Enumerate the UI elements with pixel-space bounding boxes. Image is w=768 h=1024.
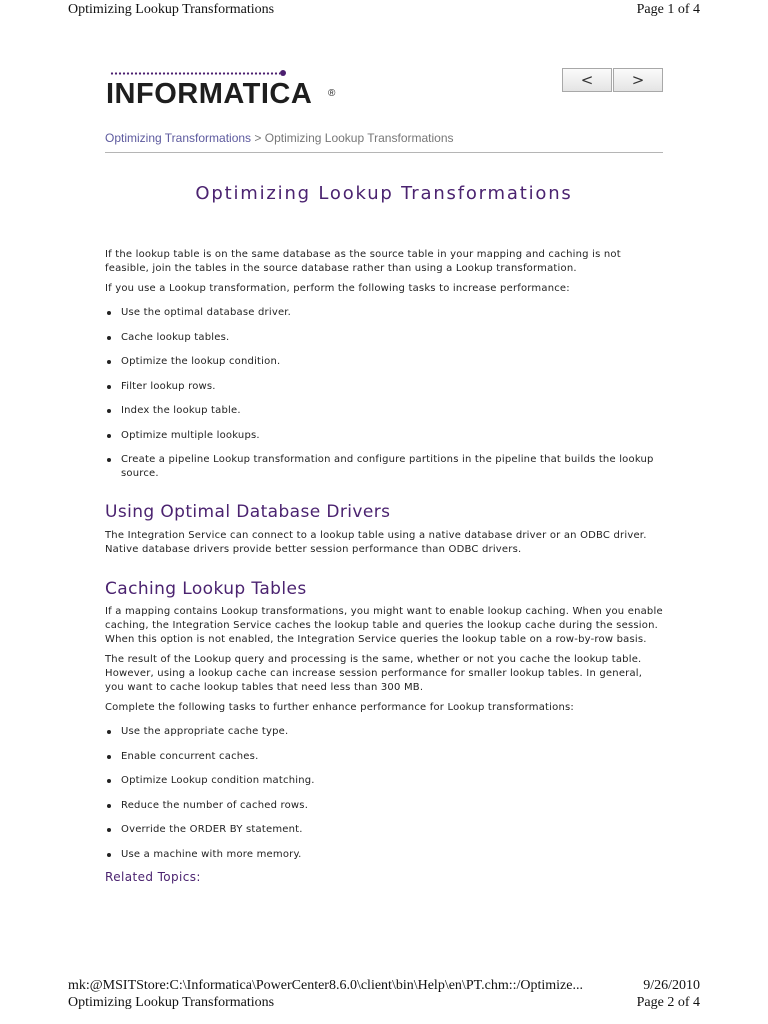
next-topic-button[interactable] bbox=[613, 68, 663, 92]
list-item: Cache lookup tables. bbox=[105, 331, 663, 345]
chevron-right-icon: > bbox=[631, 71, 645, 89]
breadcrumb-separator: > bbox=[251, 131, 265, 145]
previous-topic-button[interactable] bbox=[562, 68, 612, 92]
print-header bbox=[68, 1, 700, 18]
page-title: Optimizing Lookup Transformations bbox=[195, 183, 573, 204]
print-footer-url: mk:@MSITStore:C:\Informatica\PowerCenter8.6.0\client\bin\Help\en\PT.chm::/Optimize... bbox=[68, 978, 583, 993]
logo-dot-row bbox=[110, 72, 280, 75]
breadcrumb-link-optimizing-transformations[interactable]: Optimizing Transformations bbox=[105, 131, 252, 145]
registered-mark: ® bbox=[328, 88, 336, 99]
header-divider bbox=[105, 152, 663, 153]
list-item: Use the optimal database driver. bbox=[105, 306, 663, 320]
caching-task-list bbox=[105, 725, 663, 862]
intro-task-list bbox=[105, 306, 663, 481]
print-footer-next-page: Page 2 of 4 bbox=[636, 995, 700, 1010]
list-item: Optimize the lookup condition. bbox=[105, 355, 663, 369]
list-item: Create a pipeline Lookup transformation and configure partitions in the pipeline that builds the lookup source. bbox=[105, 453, 663, 481]
chevron-left-icon: < bbox=[580, 71, 594, 89]
list-item: Optimize multiple lookups. bbox=[105, 429, 663, 443]
intro-lead: If you use a Lookup transformation, perform the following tasks to increase performance: bbox=[105, 283, 570, 294]
print-footer-next-title: Optimizing Lookup Transformations bbox=[68, 995, 275, 1010]
list-item: Override the ORDER BY statement. bbox=[105, 823, 663, 837]
caching-paragraph-2: The result of the Lookup query and processing is the same, whether or not you cache the lookup table. However, using a lookup cache can increase session performance for smaller lookup tables. In general, you want to cache lookup tables that need less than 300 MB. bbox=[105, 654, 643, 693]
print-header-page: Page 1 of 4 bbox=[636, 2, 700, 17]
print-header-title: Optimizing Lookup Transformations bbox=[68, 2, 275, 17]
informatica-logo bbox=[106, 72, 336, 112]
related-topics-link[interactable]: Related Topics: bbox=[105, 869, 201, 884]
caching-paragraph-3: Complete the following tasks to further enhance performance for Lookup transformations: bbox=[105, 702, 574, 713]
section-heading-caching: Caching Lookup Tables bbox=[105, 579, 307, 599]
list-item: Use the appropriate cache type. bbox=[105, 725, 663, 739]
print-footer-next bbox=[68, 994, 700, 1011]
list-item: Use a machine with more memory. bbox=[105, 848, 663, 862]
section-heading-drivers: Using Optimal Database Drivers bbox=[105, 502, 391, 522]
logo-wordmark: INFORMATICA bbox=[106, 78, 313, 110]
breadcrumb bbox=[105, 131, 454, 145]
list-item: Enable concurrent caches. bbox=[105, 750, 663, 764]
topic-content bbox=[105, 248, 663, 885]
list-item: Filter lookup rows. bbox=[105, 380, 663, 394]
topic-navigation bbox=[562, 68, 663, 92]
intro-paragraph: If the lookup table is on the same database as the source table in your mapping and caching is not feasible, join the tables in the source database rather than using a Lookup transformation. bbox=[105, 249, 621, 274]
list-item: Optimize Lookup condition matching. bbox=[105, 774, 663, 788]
list-item: Index the lookup table. bbox=[105, 404, 663, 418]
print-footer bbox=[68, 977, 700, 994]
print-footer-date: 9/26/2010 bbox=[643, 978, 700, 993]
logo-dot bbox=[280, 70, 286, 76]
breadcrumb-current: Optimizing Lookup Transformations bbox=[264, 131, 454, 145]
drivers-paragraph: The Integration Service can connect to a lookup table using a native database driver or an ODBC driver. Native database drivers provide better session performance than ODBC drivers. bbox=[105, 530, 647, 555]
list-item: Reduce the number of cached rows. bbox=[105, 799, 663, 813]
caching-paragraph-1: If a mapping contains Lookup transformations, you might want to enable lookup caching. When you enable caching, the Integration Service caches the lookup table and queries the lookup cache during the session. When this option is not enabled, the Integration Service queries the lookup table on a row-by-row basis. bbox=[105, 606, 663, 645]
